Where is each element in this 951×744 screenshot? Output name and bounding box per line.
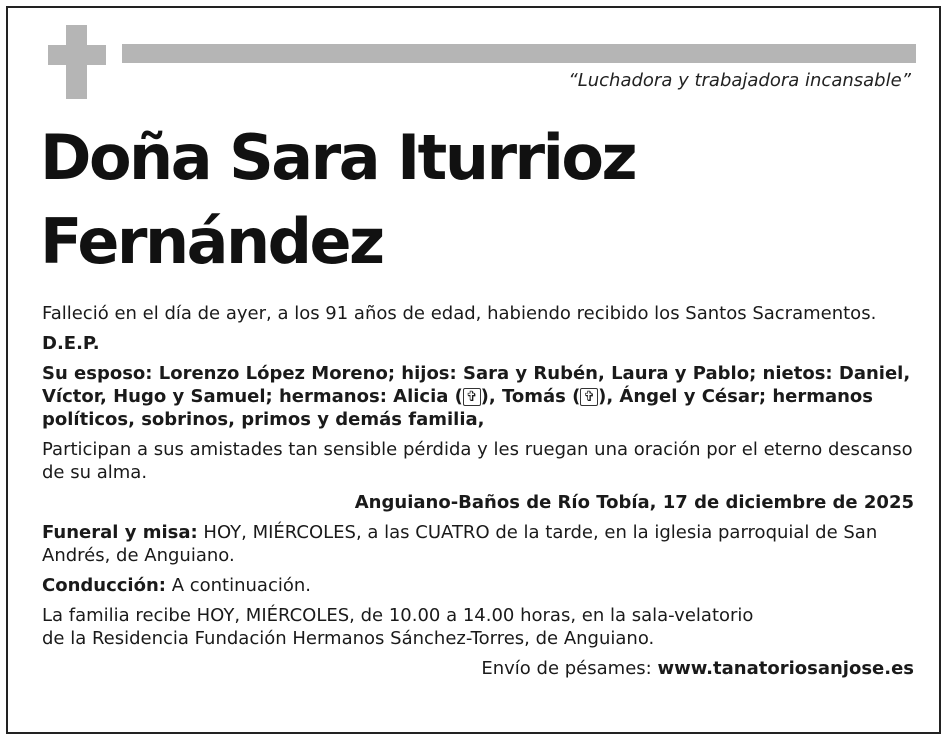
family-receives: La familia recibe HOY, MIÉRCOLES, de 10.00 a 14.00 horas, en la sala-velatorio de la Residencia Fundación Hermanos Sánchez-Torres, de Anguiano. (42, 605, 754, 649)
epitaph-quote: “Luchadora y trabajadora incansable” (568, 70, 911, 91)
cross-icon: ✞ (580, 388, 598, 406)
condolences-line (42, 657, 914, 680)
dep-label: D.E.P. (42, 333, 100, 354)
cross-icon: ✞ (463, 388, 481, 406)
condolences-link[interactable]: www.tanatoriosanjose.es (657, 658, 914, 679)
funeral-label: Funeral y misa: (42, 522, 198, 543)
name-line-2: Fernández (40, 205, 383, 278)
conduccion-label: Conducción: (42, 575, 166, 596)
family-list: Su esposo: Lorenzo López Moreno; hijos: Sara y Rubén, Laura y Pablo; nietos: Daniel, Víctor, Hugo y Samuel; hermanos: Alicia ( ✞ ), Tomás ( ✞ ), Ángel y César; hermanos políticos, sobrinos, primos y demás familia, (42, 363, 911, 430)
header-rule (122, 44, 916, 63)
place-date: Anguiano-Baños de Río Tobía, 17 de diciembre de 2025 (354, 492, 914, 513)
conduccion-text: A continuación. (165, 575, 312, 596)
cross-icon (48, 25, 106, 99)
obituary-card (6, 6, 941, 734)
participation-text: Participan a sus amistades tan sensible pérdida y les ruegan una oración por el eterno descanso de su alma. (42, 439, 913, 483)
condolences-label: Envío de pésames: (481, 658, 658, 679)
funeral-info (42, 521, 914, 567)
conduccion-info (42, 574, 914, 597)
obituary-body (42, 302, 914, 687)
funeral-text: HOY, MIÉRCOLES, a las CUATRO de la tarde, en la iglesia parroquial de San Andrés, de Anguiano. (42, 522, 878, 566)
death-notice: Falleció en el día de ayer, a los 91 años de edad, habiendo recibido los Santos Sacramentos. (42, 303, 877, 324)
deceased-name (40, 116, 635, 284)
name-line-1: Doña Sara Iturrioz (40, 121, 636, 194)
